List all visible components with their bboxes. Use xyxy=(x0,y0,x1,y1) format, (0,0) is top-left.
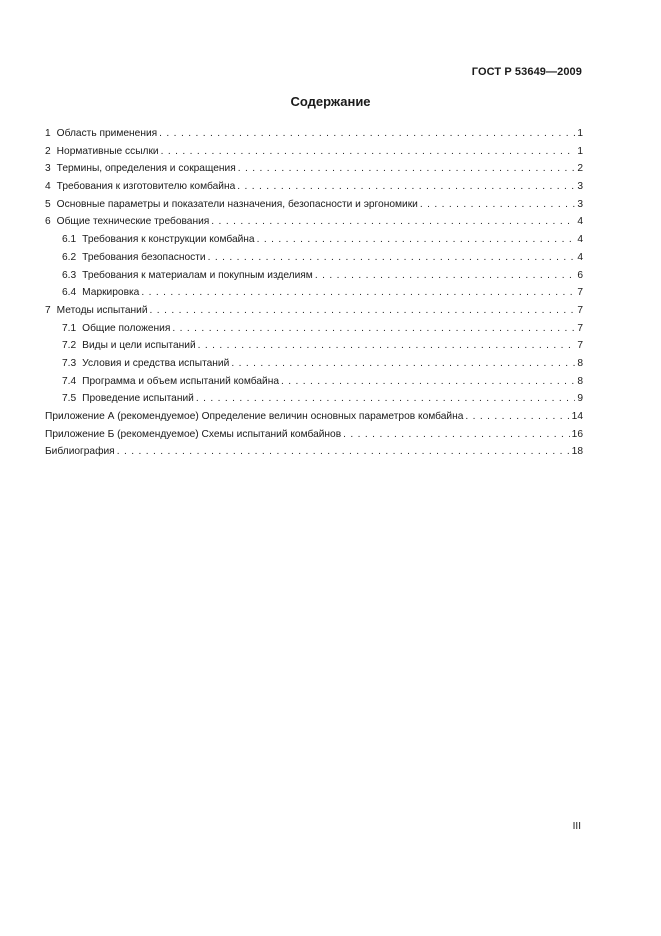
toc-entry-bibliography[interactable] xyxy=(45,443,583,461)
toc-dot-leader xyxy=(281,373,575,391)
toc-entry-page: 8 xyxy=(577,375,583,387)
toc-entry-number: 7 xyxy=(45,304,51,316)
toc-entry-page: 8 xyxy=(577,357,583,369)
toc-entry-page: 4 xyxy=(577,234,583,246)
toc-entry-number: 6.3 xyxy=(62,269,77,281)
toc-entry-page: 7 xyxy=(577,304,583,316)
toc-entry-page: 18 xyxy=(571,446,583,458)
toc-entry-title: Требования к материалам и покупным изделиям xyxy=(82,269,313,281)
toc-entry-title: Нормативные ссылки xyxy=(56,145,159,157)
toc-entry-number: 6.1 xyxy=(62,234,77,246)
toc-entry-title: Требования безопасности xyxy=(82,251,206,263)
toc-dot-leader xyxy=(117,443,570,461)
toc-entry[interactable] xyxy=(45,125,583,143)
toc-entry-title: Маркировка xyxy=(82,287,140,299)
toc-entry-number: 7.5 xyxy=(62,393,77,405)
toc-dot-leader xyxy=(238,160,576,178)
toc-dot-leader xyxy=(141,284,575,302)
toc-entry-number: 6.2 xyxy=(62,251,77,263)
toc-dot-leader xyxy=(237,178,575,196)
toc-entry-appendix[interactable] xyxy=(45,408,583,426)
toc-dot-leader xyxy=(198,337,576,355)
toc-entry[interactable] xyxy=(45,249,583,267)
toc-entry[interactable] xyxy=(45,373,583,391)
toc-entry[interactable] xyxy=(45,143,583,161)
toc-entry-page: 2 xyxy=(577,163,583,175)
toc-entry-title: Общие технические требования xyxy=(56,216,210,228)
toc-dot-leader xyxy=(465,408,569,426)
toc-dot-leader xyxy=(315,267,576,285)
toc-entry-page: 9 xyxy=(577,393,583,405)
toc-entry[interactable] xyxy=(45,213,583,231)
toc-entry-number: 1 xyxy=(45,128,51,139)
toc-entry-title: Общие положения xyxy=(82,322,171,334)
toc-entry-number: 7.2 xyxy=(62,340,77,352)
toc-dot-leader xyxy=(150,302,576,320)
toc-entry[interactable] xyxy=(45,390,583,408)
toc-dot-leader xyxy=(161,143,576,161)
toc-dot-leader xyxy=(159,125,575,143)
toc-entry-page: 6 xyxy=(577,269,583,281)
toc-dot-leader xyxy=(208,249,576,267)
toc-entry-page: 16 xyxy=(571,428,583,440)
toc-entry-page: 3 xyxy=(577,181,583,193)
toc-entry-page: 3 xyxy=(577,198,583,210)
toc-entry-title: Термины, определения и сокращения xyxy=(56,163,236,175)
toc-entry-title: Библиография xyxy=(45,446,115,458)
toc-entry-title: Приложение Б (рекомендуемое) Схемы испытаний комбайнов xyxy=(45,428,342,440)
toc-entry[interactable] xyxy=(45,302,583,320)
toc-entry-title: Виды и цели испытаний xyxy=(82,340,196,352)
toc-dot-leader xyxy=(172,320,575,338)
toc-entry[interactable] xyxy=(45,320,583,338)
toc-entry-title: Приложение А (рекомендуемое) Определение величин основных параметров комбайна xyxy=(45,411,464,422)
table-of-contents xyxy=(45,125,583,461)
toc-entry-title: Методы испытаний xyxy=(56,304,148,316)
toc-entry-number: 4 xyxy=(45,181,51,193)
toc-entry-appendix[interactable] xyxy=(45,426,583,444)
toc-entry[interactable] xyxy=(45,196,583,214)
document-header-code: ГОСТ Р 53649—2009 xyxy=(471,66,582,78)
page-number: III xyxy=(572,821,581,832)
toc-dot-leader xyxy=(343,426,570,444)
toc-dot-leader xyxy=(231,355,575,373)
toc-entry-title: Условия и средства испытаний xyxy=(82,357,230,369)
toc-dot-leader xyxy=(257,231,576,249)
toc-entry-page: 1 xyxy=(577,128,583,139)
toc-entry-title: Область применения xyxy=(56,128,158,139)
toc-entry-number: 3 xyxy=(45,163,51,175)
toc-entry-title: Требования к конструкции комбайна xyxy=(82,234,255,246)
toc-entry-title: Требования к изготовителю комбайна xyxy=(56,181,236,193)
toc-entry-page: 7 xyxy=(577,322,583,334)
toc-entry-title: Программа и объем испытаний комбайна xyxy=(82,375,279,387)
toc-title: Содержание xyxy=(290,94,371,109)
toc-entry-number: 2 xyxy=(45,145,51,157)
toc-entry-title: Проведение испытаний xyxy=(82,393,194,405)
toc-entry-number: 7.4 xyxy=(62,375,77,387)
toc-entry[interactable] xyxy=(45,231,583,249)
toc-entry-page: 1 xyxy=(577,145,583,157)
toc-entry-page: 4 xyxy=(577,216,583,228)
toc-dot-leader xyxy=(196,390,575,408)
toc-entry-title: Основные параметры и показатели назначения, безопасности и эргономики xyxy=(56,198,418,210)
toc-entry-number: 7.1 xyxy=(62,322,77,334)
toc-entry[interactable] xyxy=(45,284,583,302)
toc-entry-number: 5 xyxy=(45,198,51,210)
toc-entry-page: 4 xyxy=(577,251,583,263)
toc-entry-number: 7.3 xyxy=(62,357,77,369)
toc-entry[interactable] xyxy=(45,337,583,355)
toc-entry-page: 7 xyxy=(577,287,583,299)
toc-entry-page: 7 xyxy=(577,340,583,352)
toc-entry-number: 6 xyxy=(45,216,51,228)
toc-entry-page: 14 xyxy=(571,411,583,422)
toc-entry[interactable] xyxy=(45,178,583,196)
toc-entry[interactable] xyxy=(45,355,583,373)
toc-entry[interactable] xyxy=(45,160,583,178)
toc-dot-leader xyxy=(420,196,575,214)
toc-entry-number: 6.4 xyxy=(62,287,77,299)
toc-dot-leader xyxy=(211,213,575,231)
toc-entry[interactable] xyxy=(45,267,583,285)
